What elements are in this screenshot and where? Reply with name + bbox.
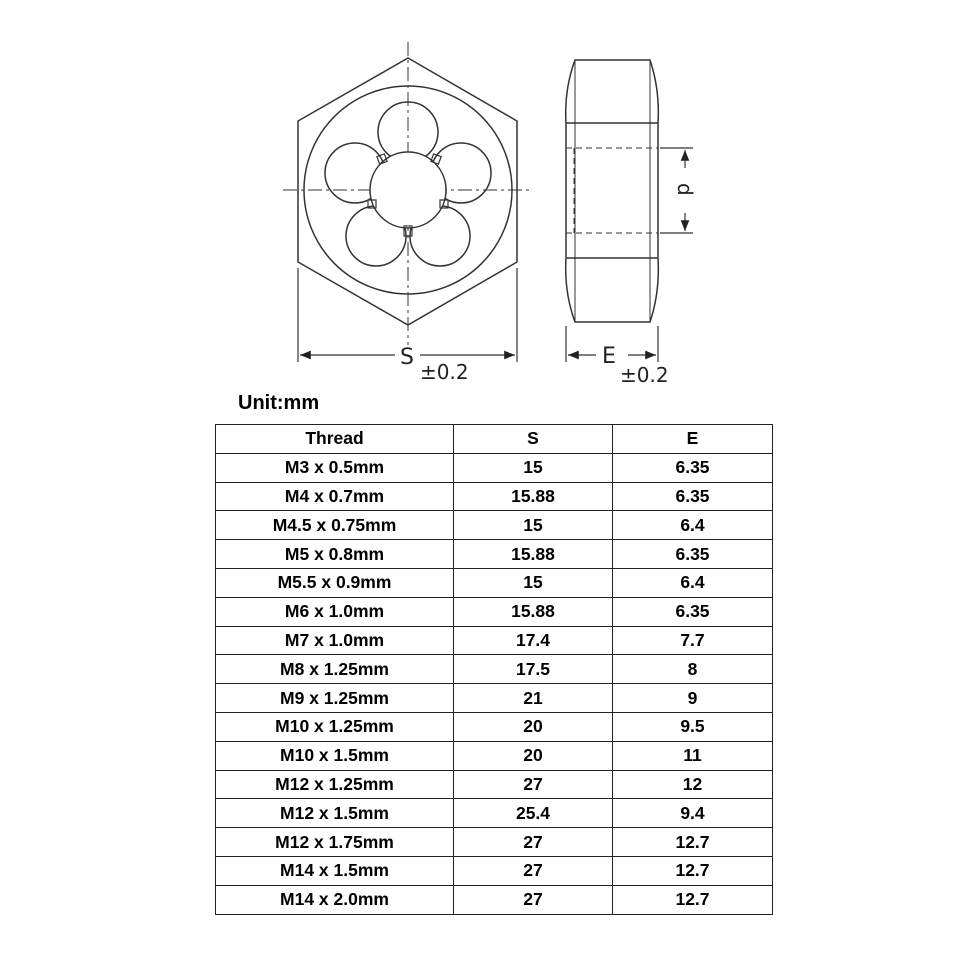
table-row [216, 655, 773, 684]
table-row [216, 482, 773, 511]
cell-thread: M10 x 1.25mm [216, 712, 454, 741]
cell-thread: M5 x 0.8mm [216, 540, 454, 569]
spec-table [215, 424, 773, 915]
dimension-s-label: S [400, 345, 414, 370]
cell-e: 8 [613, 655, 773, 684]
side-outline [566, 60, 659, 322]
cell-e: 12 [613, 770, 773, 799]
cell-thread: M9 x 1.25mm [216, 684, 454, 713]
dimension-d-label: d [673, 183, 697, 196]
table-row [216, 684, 773, 713]
cell-thread: M6 x 1.0mm [216, 597, 454, 626]
table-row [216, 799, 773, 828]
table-row [216, 597, 773, 626]
cell-thread: M4 x 0.7mm [216, 482, 454, 511]
dimension-e-tolerance: ±0.2 [620, 363, 669, 387]
side-view [566, 60, 659, 322]
table-row [216, 626, 773, 655]
cell-s: 15 [454, 568, 613, 597]
cell-s: 15.88 [454, 540, 613, 569]
cell-e: 6.4 [613, 568, 773, 597]
header-s: S [454, 425, 613, 454]
cell-thread: M10 x 1.5mm [216, 741, 454, 770]
table-row [216, 540, 773, 569]
cell-e: 12.7 [613, 856, 773, 885]
table-row [216, 712, 773, 741]
table-row [216, 856, 773, 885]
cell-e: 6.35 [613, 540, 773, 569]
front-view [283, 42, 532, 345]
unit-label: Unit:mm [238, 392, 320, 414]
cell-e: 9.5 [613, 712, 773, 741]
cell-e: 6.35 [613, 482, 773, 511]
cell-thread: M5.5 x 0.9mm [216, 568, 454, 597]
table-row [216, 828, 773, 857]
cell-thread: M8 x 1.25mm [216, 655, 454, 684]
cell-e: 12.7 [613, 885, 773, 914]
table-row [216, 770, 773, 799]
cell-thread: M14 x 2.0mm [216, 885, 454, 914]
cell-e: 6.35 [613, 453, 773, 482]
cell-s: 27 [454, 828, 613, 857]
cell-e: 9 [613, 684, 773, 713]
cell-e: 11 [613, 741, 773, 770]
cell-thread: M7 x 1.0mm [216, 626, 454, 655]
cell-thread: M3 x 0.5mm [216, 453, 454, 482]
cell-thread: M12 x 1.25mm [216, 770, 454, 799]
cell-s: 15.88 [454, 482, 613, 511]
cell-thread: M14 x 1.5mm [216, 856, 454, 885]
dimension-s-tolerance: ±0.2 [420, 360, 469, 384]
cell-s: 21 [454, 684, 613, 713]
cell-s: 17.4 [454, 626, 613, 655]
cell-s: 27 [454, 885, 613, 914]
cell-s: 15 [454, 453, 613, 482]
cell-s: 17.5 [454, 655, 613, 684]
cell-thread: M12 x 1.75mm [216, 828, 454, 857]
cell-s: 27 [454, 770, 613, 799]
table-row [216, 511, 773, 540]
cell-s: 15 [454, 511, 613, 540]
table-row [216, 453, 773, 482]
header-e: E [613, 425, 773, 454]
table-row [216, 885, 773, 914]
cell-e: 9.4 [613, 799, 773, 828]
cell-e: 7.7 [613, 626, 773, 655]
dimension-e-label: E [602, 344, 616, 369]
cell-s: 27 [454, 856, 613, 885]
cell-e: 6.35 [613, 597, 773, 626]
cell-e: 12.7 [613, 828, 773, 857]
cell-thread: M12 x 1.5mm [216, 799, 454, 828]
cell-s: 20 [454, 741, 613, 770]
cell-s: 15.88 [454, 597, 613, 626]
hex-die-technical-drawing [0, 0, 960, 400]
cell-thread: M4.5 x 0.75mm [216, 511, 454, 540]
table-header-row [216, 425, 773, 454]
table-row [216, 568, 773, 597]
cell-s: 20 [454, 712, 613, 741]
table-row [216, 741, 773, 770]
cell-e: 6.4 [613, 511, 773, 540]
cell-s: 25.4 [454, 799, 613, 828]
header-thread: Thread [216, 425, 454, 454]
